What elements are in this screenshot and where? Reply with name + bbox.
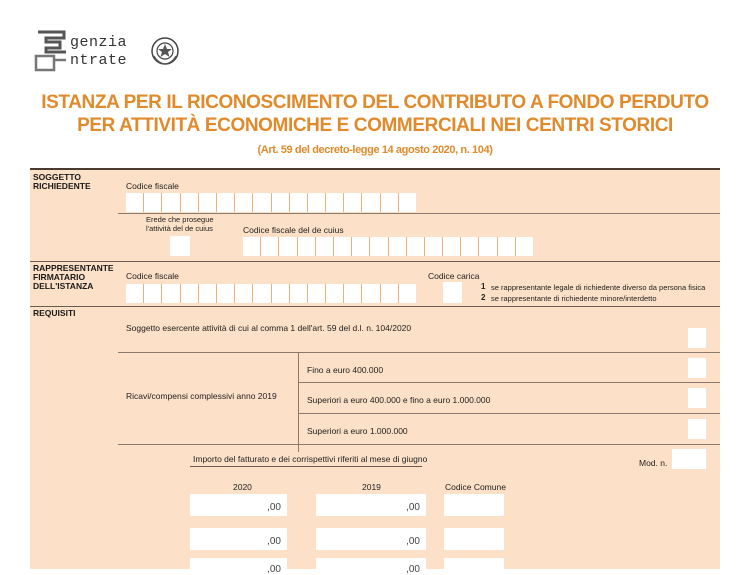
section-rappresentante: RAPPRESENTANTE FIRMATARIO DELL'ISTANZA <box>33 263 114 291</box>
label-codice-fiscale-rappresentante: Codice fiscale <box>126 271 179 281</box>
label-fascia-2: Superiori a euro 400.000 e fino a euro 1.000.000 <box>307 395 491 405</box>
label-ricavi-compensi: Ricavi/compensi complessivi anno 2019 <box>126 391 277 401</box>
soggetto-esercente-checkbox[interactable] <box>688 328 706 348</box>
codice-carica-field[interactable] <box>443 282 462 303</box>
divider <box>30 168 720 170</box>
divider <box>30 261 720 262</box>
label-soggetto-esercente: Soggetto esercente attività di cui al comma 1 dell'art. 59 del d.l. n. 104/2020 <box>126 323 412 333</box>
importo-2020-field[interactable]: ,00 <box>190 528 287 550</box>
carica-1-description: se rappresentante legale di richiedente diverso da persona fisica <box>491 283 706 292</box>
logo-text-entrate: ntrate <box>70 52 128 69</box>
importo-2020-field[interactable]: ,00 <box>190 494 287 516</box>
carica-2-description: se rappresentante di richiedente minore/interdetto <box>491 294 657 303</box>
label-codice-fiscale: Codice fiscale <box>126 181 179 191</box>
fascia-3-checkbox[interactable] <box>688 419 706 439</box>
column-header-codice-comune: Codice Comune <box>445 482 506 492</box>
codice-fiscale-de-cuius-field[interactable] <box>243 237 533 256</box>
agenzia-logo-mark-icon <box>34 30 70 72</box>
importo-2019-field[interactable]: ,00 <box>316 494 426 516</box>
divider <box>30 306 720 307</box>
codice-fiscale-rappresentante-field[interactable] <box>126 284 416 303</box>
importo-2019-field[interactable]: ,00 <box>316 558 426 569</box>
label-fascia-3: Superiori a euro 1.000.000 <box>307 426 408 436</box>
importo-2020-field[interactable]: ,00 <box>190 558 287 569</box>
mod-n-field[interactable] <box>672 449 706 469</box>
erede-checkbox[interactable] <box>170 236 190 256</box>
importo-2019-field[interactable]: ,00 <box>316 528 426 550</box>
fascia-2-checkbox[interactable] <box>688 388 706 408</box>
section-soggetto-richiedente: SOGGETTO RICHIEDENTE <box>33 172 91 191</box>
label-codice-carica: Codice carica <box>428 271 480 281</box>
logo-text-agenzia: genzia <box>70 34 128 51</box>
column-header-2019: 2019 <box>362 482 381 492</box>
form-body <box>30 168 720 575</box>
republic-emblem-icon <box>150 36 180 66</box>
form-subtitle: (Art. 59 del decreto-legge 14 agosto 2020, n. 104) <box>257 144 493 156</box>
label-fascia-1: Fino a euro 400.000 <box>307 365 384 375</box>
codice-comune-field[interactable] <box>444 558 504 569</box>
carica-2-number: 2 <box>481 293 486 302</box>
label-erede: Erede che prosegue l'attività del de cuius <box>146 215 214 233</box>
carica-1-number: 1 <box>481 282 486 291</box>
label-importo-fatturato: Importo del fatturato e dei corrispettivi riferiti al mese di giugno <box>193 454 428 464</box>
column-header-2020: 2020 <box>233 482 252 492</box>
section-requisiti: REQUISITI <box>33 308 76 318</box>
codice-comune-field[interactable] <box>444 528 504 550</box>
codice-comune-field[interactable] <box>444 494 504 516</box>
form-title-line2: PER ATTIVITÀ ECONOMICHE E COMMERCIALI NEI CENTRI STORICI <box>77 115 673 136</box>
label-codice-fiscale-de-cuius: Codice fiscale del de cuius <box>243 225 344 235</box>
codice-fiscale-field[interactable] <box>126 193 416 212</box>
label-mod-n: Mod. n. <box>639 458 668 468</box>
form-title-line1: ISTANZA PER IL RICONOSCIMENTO DEL CONTRIBUTO A FONDO PERDUTO <box>41 92 709 113</box>
fascia-1-checkbox[interactable] <box>688 358 706 378</box>
